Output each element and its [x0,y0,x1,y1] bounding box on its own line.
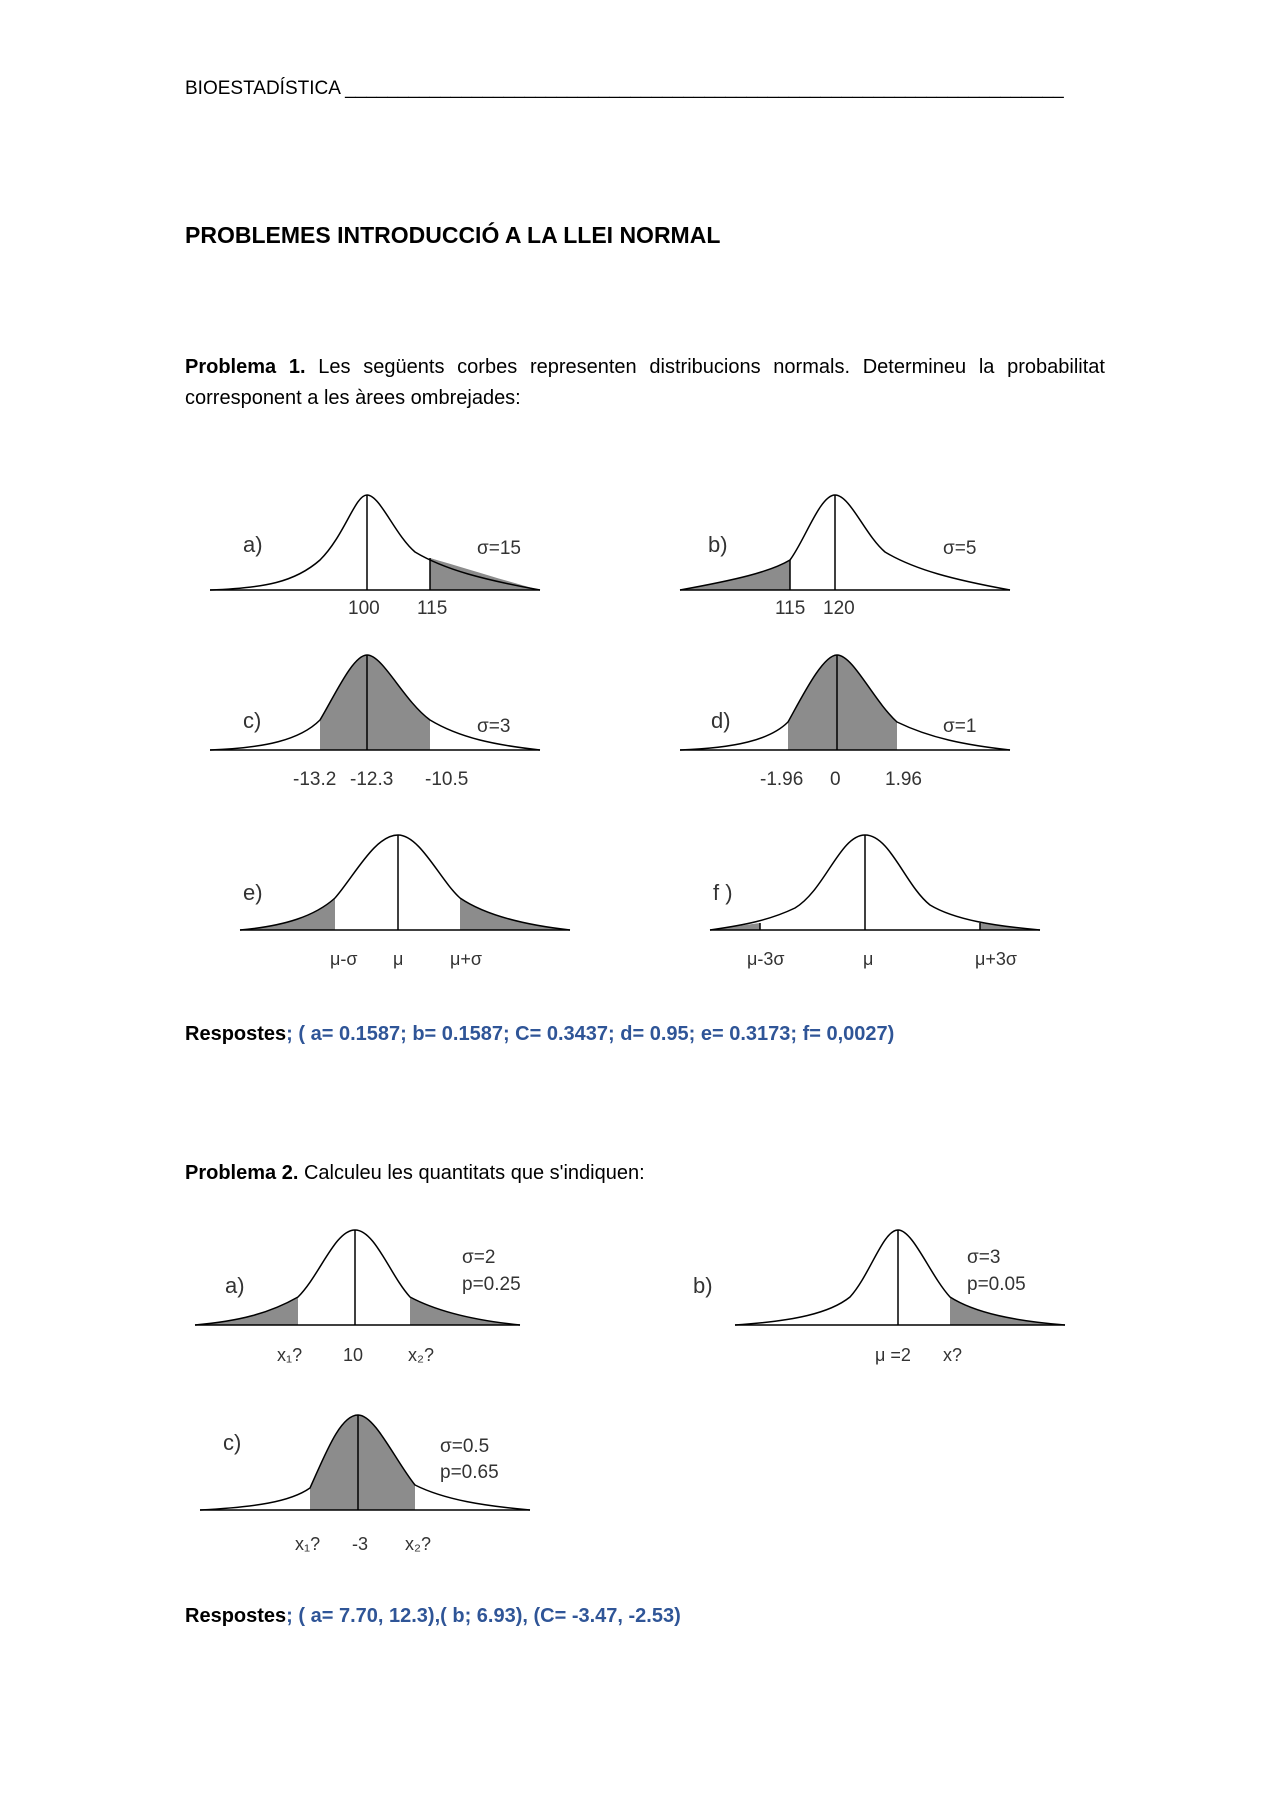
figure-1a [205,490,545,620]
figure-letter: b) [693,1273,713,1298]
figure-2a [190,1225,535,1375]
sigma-label: σ=3 [967,1247,1001,1268]
tick-label: 10 [343,1345,364,1365]
figure-letter: b) [708,532,728,557]
problem-1-text: Les següents corbes representen distribucions normals. Determineu la probabilitat corresponent a les àrees ombrejades: [185,356,1105,409]
figure-1e [235,830,580,980]
tick-label: x₂? [405,1534,431,1554]
tick-label: -13.2 [293,769,337,790]
tick-label: μ [393,949,404,969]
problem-2-text: Calculeu les quantitats que s'indiquen: [298,1162,645,1184]
tick-label: 100 [348,598,380,619]
page-title: PROBLEMES INTRODUCCIÓ A LA LLEI NORMAL [185,222,721,248]
problem-2-label: Problema 2. [185,1162,299,1184]
tick-label: μ+σ [450,949,482,969]
figure-letter: a) [243,532,263,557]
figure-2c [195,1410,540,1560]
tick-label: μ-σ [330,949,358,969]
tick-label: x? [943,1345,963,1365]
figure-letter: d) [711,708,731,733]
tick-label: 120 [823,598,855,619]
sigma-label: σ=1 [943,716,977,737]
tick-label: 115 [417,598,448,619]
sigma-label: σ=15 [477,538,521,559]
page-header: BIOESTADÍSTICA ____________________________________________________________________ [185,78,1064,99]
problem-1-answers [185,1023,894,1046]
figure-1c [205,650,545,790]
figure-2b [685,1225,1085,1375]
figure-letter: c) [223,1430,242,1455]
sigma-label: σ=3 [477,716,511,737]
sigma-label: σ=0.5 [440,1436,490,1457]
p-label: p=0.05 [967,1274,1026,1295]
tick-label: -1.96 [760,769,804,790]
tick-label: x₂? [408,1345,434,1365]
sigma-label: σ=5 [943,538,977,559]
shaded-area [430,558,540,590]
shaded-area-right [410,1297,520,1325]
tick-label: 115 [775,598,806,619]
figure-letter: c) [243,708,262,733]
tick-label: 0 [830,769,841,790]
answers-label: Respostes [185,1605,287,1627]
shaded-area [680,560,790,590]
problem-2-answers [185,1605,681,1628]
p-label: p=0.65 [440,1462,499,1483]
figure-1d [675,650,1015,790]
tick-label: μ =2 [875,1345,911,1365]
tick-label: -3 [352,1534,369,1554]
sigma-label: σ=2 [462,1247,496,1268]
tick-label: x₁? [295,1534,321,1554]
figure-1b [675,490,1015,620]
figure-letter: e) [243,880,263,905]
problem-2-statement [185,1158,1105,1189]
shaded-area [950,1297,1065,1325]
tick-label: x₁? [277,1345,303,1365]
p-label: p=0.25 [462,1274,521,1295]
tick-label: -10.5 [425,769,469,790]
figure-letter: f ) [713,880,733,905]
tick-label: μ [863,949,874,969]
answers-label: Respostes [185,1023,287,1045]
problem-1-label: Problema 1. [185,356,306,378]
tick-label: -12.3 [350,769,394,790]
tick-label: μ-3σ [747,949,785,969]
answers-text: ; ( a= 7.70, 12.3),( b; 6.93), (C= -3.47, -2.53) [286,1605,681,1627]
tick-label: μ+3σ [975,949,1018,969]
problem-1-statement [185,352,1105,414]
figure-1f [705,830,1050,980]
answers-text: ; ( a= 0.1587; b= 0.1587; C= 0.3437; d= 0.95; e= 0.3173; f= 0,0027) [286,1023,895,1045]
tick-label: 1.96 [885,769,922,790]
shaded-area [320,655,430,750]
shaded-area-right [460,898,570,930]
figure-letter: a) [225,1273,245,1298]
shaded-area-left [195,1297,298,1325]
